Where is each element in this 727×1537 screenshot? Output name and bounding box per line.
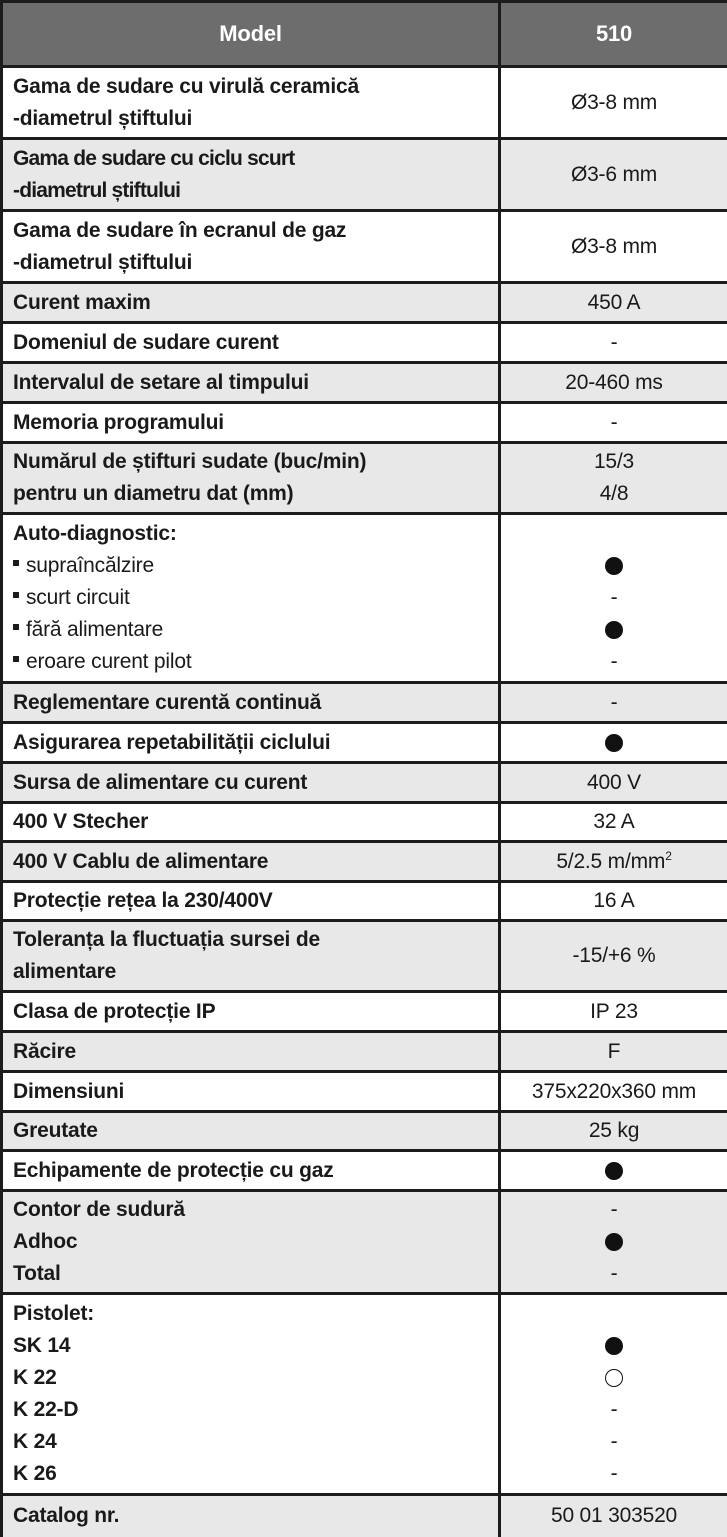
table-row xyxy=(2,443,727,514)
row-label: Memoria programului xyxy=(2,403,500,443)
item-label: K 24 xyxy=(13,1426,488,1458)
table-row xyxy=(2,683,727,723)
row-value: Ø3-8 mm xyxy=(500,211,727,283)
row-label: Asigurarea repetabilității ciclului xyxy=(2,723,500,763)
value-text: 5/2.5 m/mm xyxy=(556,850,665,873)
superscript: 2 xyxy=(665,849,671,863)
dash-value: - xyxy=(511,1458,717,1490)
item-label: scurt circuit xyxy=(26,586,130,609)
value-line: 4/8 xyxy=(511,478,717,510)
row-value: Ø3-8 mm xyxy=(500,67,727,139)
square-bullet-icon xyxy=(13,656,19,662)
row-label xyxy=(2,921,500,992)
header-model-number: 510 xyxy=(500,2,727,67)
row-value: 32 A xyxy=(500,803,727,842)
group-title: Auto-diagnostic: xyxy=(13,518,488,550)
table-row xyxy=(2,1032,727,1072)
square-bullet-icon xyxy=(13,592,19,598)
table-row xyxy=(2,763,727,803)
table-row-auto-diagnostic xyxy=(2,514,727,683)
row-label: Sursa de alimentare cu curent xyxy=(2,763,500,803)
row-value: - xyxy=(500,403,727,443)
dash-value: - xyxy=(511,646,717,678)
dash-value: - xyxy=(511,1194,717,1226)
row-label: Echipamente de protecție cu gaz xyxy=(2,1151,500,1191)
row-label: Clasa de protecție IP xyxy=(2,992,500,1032)
row-label: Dimensiuni xyxy=(2,1072,500,1112)
list-item xyxy=(13,614,488,646)
item-label: Total xyxy=(13,1258,488,1290)
label-line: pentru un diametru dat (mm) xyxy=(13,478,488,510)
row-value: - xyxy=(500,323,727,363)
row-value xyxy=(500,842,727,882)
table-row xyxy=(2,363,727,403)
item-label: K 22-D xyxy=(13,1394,488,1426)
row-value: Ø3-6 mm xyxy=(500,139,727,211)
row-label: Curent maxim xyxy=(2,283,500,323)
label-line: -diametrul știftului xyxy=(13,103,488,135)
group-title: Contor de sudură xyxy=(13,1194,488,1226)
table-row xyxy=(2,803,727,842)
table-row xyxy=(2,211,727,283)
row-value: - xyxy=(500,683,727,723)
value-line: 15/3 xyxy=(511,446,717,478)
row-value: 450 A xyxy=(500,283,727,323)
label-line: -diametrul știftului xyxy=(13,175,488,207)
row-value xyxy=(500,1151,727,1191)
row-value: 20-460 ms xyxy=(500,363,727,403)
row-value: 16 A xyxy=(500,882,727,921)
table-row-gun xyxy=(2,1294,727,1495)
row-label: 400 V Stecher xyxy=(2,803,500,842)
list-item xyxy=(13,582,488,614)
list-item xyxy=(13,646,488,678)
table-row xyxy=(2,139,727,211)
item-label: fără alimentare xyxy=(26,618,163,641)
row-value xyxy=(500,1294,727,1495)
row-label xyxy=(2,67,500,139)
dash-value: - xyxy=(511,1258,717,1290)
table-row xyxy=(2,723,727,763)
row-value: 50 01 303520 xyxy=(500,1495,727,1537)
row-value: F xyxy=(500,1032,727,1072)
square-bullet-icon xyxy=(13,624,19,630)
dash-value: - xyxy=(511,1426,717,1458)
filled-circle-icon xyxy=(605,734,623,752)
list-item xyxy=(13,550,488,582)
row-label xyxy=(2,514,500,683)
table-row xyxy=(2,283,727,323)
row-value: 25 kg xyxy=(500,1112,727,1151)
row-label xyxy=(2,211,500,283)
item-label: Adhoc xyxy=(13,1226,488,1258)
filled-circle-icon xyxy=(605,1162,623,1180)
group-title: Pistolet: xyxy=(13,1298,488,1330)
label-line: Numărul de știfturi sudate (buc/min) xyxy=(13,446,488,478)
label-line: Toleranța la fluctuația sursei de xyxy=(13,924,488,956)
header-row xyxy=(2,2,727,67)
table-row xyxy=(2,882,727,921)
row-label xyxy=(2,1191,500,1294)
item-label: supraîncălzire xyxy=(26,554,154,577)
row-value xyxy=(500,443,727,514)
row-value xyxy=(500,514,727,683)
label-line: Gama de sudare cu virulă ceramică xyxy=(13,71,488,103)
row-label: Greutate xyxy=(2,1112,500,1151)
row-label: 400 V Cablu de alimentare xyxy=(2,842,500,882)
table-row xyxy=(2,67,727,139)
item-label: SK 14 xyxy=(13,1330,488,1362)
row-value: 400 V xyxy=(500,763,727,803)
table-row xyxy=(2,1072,727,1112)
filled-circle-icon xyxy=(605,1233,623,1251)
label-line: Gama de sudare cu ciclu scurt xyxy=(13,143,488,175)
label-line: alimentare xyxy=(13,956,488,988)
row-label: Catalog nr. xyxy=(2,1495,500,1537)
empty-circle-icon xyxy=(605,1369,623,1387)
item-label: K 22 xyxy=(13,1362,488,1394)
row-label: Protecție rețea la 230/400V xyxy=(2,882,500,921)
table-row xyxy=(2,921,727,992)
table-row xyxy=(2,992,727,1032)
table-row-weld-counter xyxy=(2,1191,727,1294)
row-value: -15/+6 % xyxy=(500,921,727,992)
dash-value: - xyxy=(511,582,717,614)
item-label: K 26 xyxy=(13,1458,488,1490)
row-label: Intervalul de setare al timpului xyxy=(2,363,500,403)
square-bullet-icon xyxy=(13,560,19,566)
row-label xyxy=(2,139,500,211)
row-label xyxy=(2,1294,500,1495)
dash-value: - xyxy=(511,1394,717,1426)
row-value xyxy=(500,1191,727,1294)
filled-circle-icon xyxy=(605,1337,623,1355)
label-line: Gama de sudare în ecranul de gaz xyxy=(13,215,488,247)
row-value: IP 23 xyxy=(500,992,727,1032)
table-row xyxy=(2,1112,727,1151)
header-model: Model xyxy=(2,2,500,67)
row-label: Reglementare curentă continuă xyxy=(2,683,500,723)
row-value: 375x220x360 mm xyxy=(500,1072,727,1112)
table-row xyxy=(2,323,727,363)
filled-circle-icon xyxy=(605,621,623,639)
row-label xyxy=(2,443,500,514)
row-label: Răcire xyxy=(2,1032,500,1072)
table-row-catalog xyxy=(2,1495,727,1537)
row-label: Domeniul de sudare curent xyxy=(2,323,500,363)
row-value xyxy=(500,723,727,763)
table-row xyxy=(2,842,727,882)
filled-circle-icon xyxy=(605,557,623,575)
table-row xyxy=(2,1151,727,1191)
table-row xyxy=(2,403,727,443)
item-label: eroare curent pilot xyxy=(26,650,191,673)
label-line: -diametrul știftului xyxy=(13,247,488,279)
